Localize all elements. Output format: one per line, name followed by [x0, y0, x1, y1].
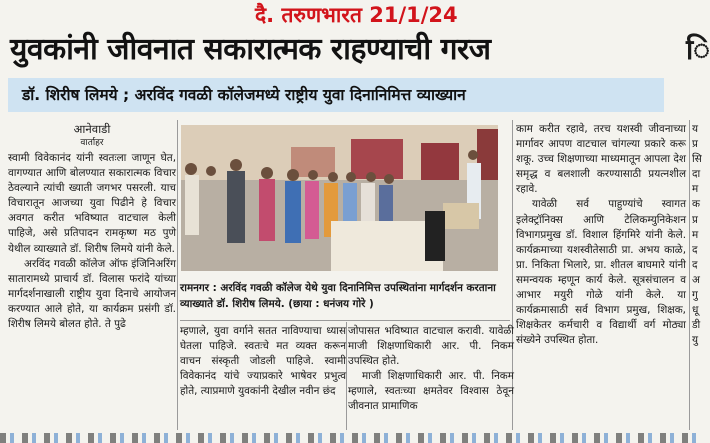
article-column-1: [8, 122, 176, 427]
article-paragraph: अरविंद गवळी कॉलेज ऑफ इंजिनिअरिंग सातारामध्ये प्राचार्य डॉ. विलास फरांदे यांच्या मार्गदर्शनाखाली राष्ट्रीय युवा दिनाचे आयोजन करण्यात आले होते, या कार्यक्रम प्रसंगी डॉ. शिरीष लिमये बोलत होते. ते पुढे: [8, 257, 176, 331]
column-divider: [689, 120, 690, 430]
article-paragraph: माजी शिक्षणाधिकारी आर. पी. निकम म्हणाले, स्वतःच्या क्षमतेवर विश्वास ठेवून जीवनात प्रामाणिक: [348, 370, 514, 413]
subheadline-bar: [8, 78, 664, 112]
caption-divider: [180, 320, 510, 321]
article-paragraph: स्वामी विवेकानंद यांनी स्वतःला जाणून घेत, वागण्यात आणि बोलण्यात सकारात्मक विचार ठेवल्याने त्यांची ख्याती जगभर पसरली. याच विचारातून आजच्या युवा पिढीने हे विचार अवगत करीत भविष्यात वाटचाल केली पाहिजे, असे प्रतिपादन रामकृष्ण मठ पुणे येथील व्याख्याते डॉ. शिरीष लिमये यांनी केले.: [8, 152, 176, 255]
article-column-4: [516, 122, 686, 427]
article-column-2: [180, 324, 346, 429]
page-title: युवकांनी जीवनात सकारात्मक राहण्याची गरज: [10, 32, 491, 67]
cut-off-next-headline: ि: [686, 33, 710, 66]
column-divider: [177, 120, 178, 430]
article-paragraph: म्हणाले, युवा वर्गाने सतत नाविण्याचा ध्यास घेतला पाहिजे. स्वतःचे मत व्यक्त करून वाचन संस्कृती जोडली पाहिजे. स्वामी विवेकानंद यांचे ज्याप्रकारे भाषेवर प्रभुत्व होते, त्याप्रमाणे युवकांनी देखील नवीन छंद: [180, 325, 346, 398]
article-paragraph: यावेळी सर्व पाहुण्यांचे स्वागत इलेक्ट्रॉनिक्स आणि टेलिकम्युनिकेशन विभागप्रमुख डॉ. विशाल हिंगमिरे यांनी केले. कार्यक्रमाच्या यशस्वीतेसाठी प्रा. अभय काळे, प्रा. निकिता भिलारे, प्रा. शीतल बाघमारे यांनी समन्वयक म्हणून कार्य केले. सूत्रसंचालन व आभार मयुरी गोळे यांनी केले. या कार्यक्रमासाठी सर्व विभाग प्रमुख, शिक्षक, शिक्षकेतर कर्मचारी व विद्यार्थी वर्ग मोठ्या संख्येने उपस्थित होता.: [516, 198, 686, 347]
dateline-source: वार्ताहर: [80, 138, 104, 148]
event-photo-illustration: [181, 125, 498, 271]
article-column-3: [348, 324, 514, 429]
article-paragraph: य प्र सि दा म क प्र म द द अ गु धू डी यु: [692, 123, 702, 347]
article-paragraph: जोपासत भविष्यात वाटचाल करावी. यावेळी माजी शिक्षणाधिकारी आर. पी. निकम उपस्थित होते.: [348, 325, 514, 368]
bottom-edge-strip: [0, 433, 700, 443]
cut-off-neighbor-column: [692, 122, 700, 427]
dateline-place: आनेवाडी: [73, 122, 111, 136]
event-photo: [181, 125, 498, 271]
masthead-date: दै. तरुणभारत 21/1/24: [255, 3, 458, 27]
article-paragraph: काम करीत रहावे, तरच यशस्वी जीवनाच्या मार्गावर आपण वाटचाल चांगल्या प्रकारे करू शकू. उच्च शिक्षणाच्या माध्यमातून आपला देश समृद्ध व बलशाली करण्यासाठी प्रयत्नशील रहावे.: [516, 123, 686, 196]
subheadline: डॉ. शिरीष लिमये ; अरविंद गवळी कॉलेजमध्ये राष्ट्रीय युवा दिनानिमित्त व्याख्यान: [22, 86, 466, 104]
column-divider: [346, 322, 347, 430]
photo-caption: रामनगर : अरविंद गवळी कॉलेज येथे युवा दिनानिमित्त उपस्थितांना मार्गदर्शन करताना व्याख्याते डॉ. शिरीष लिमये. (छाया : धनंजय गोरे ): [180, 282, 496, 310]
